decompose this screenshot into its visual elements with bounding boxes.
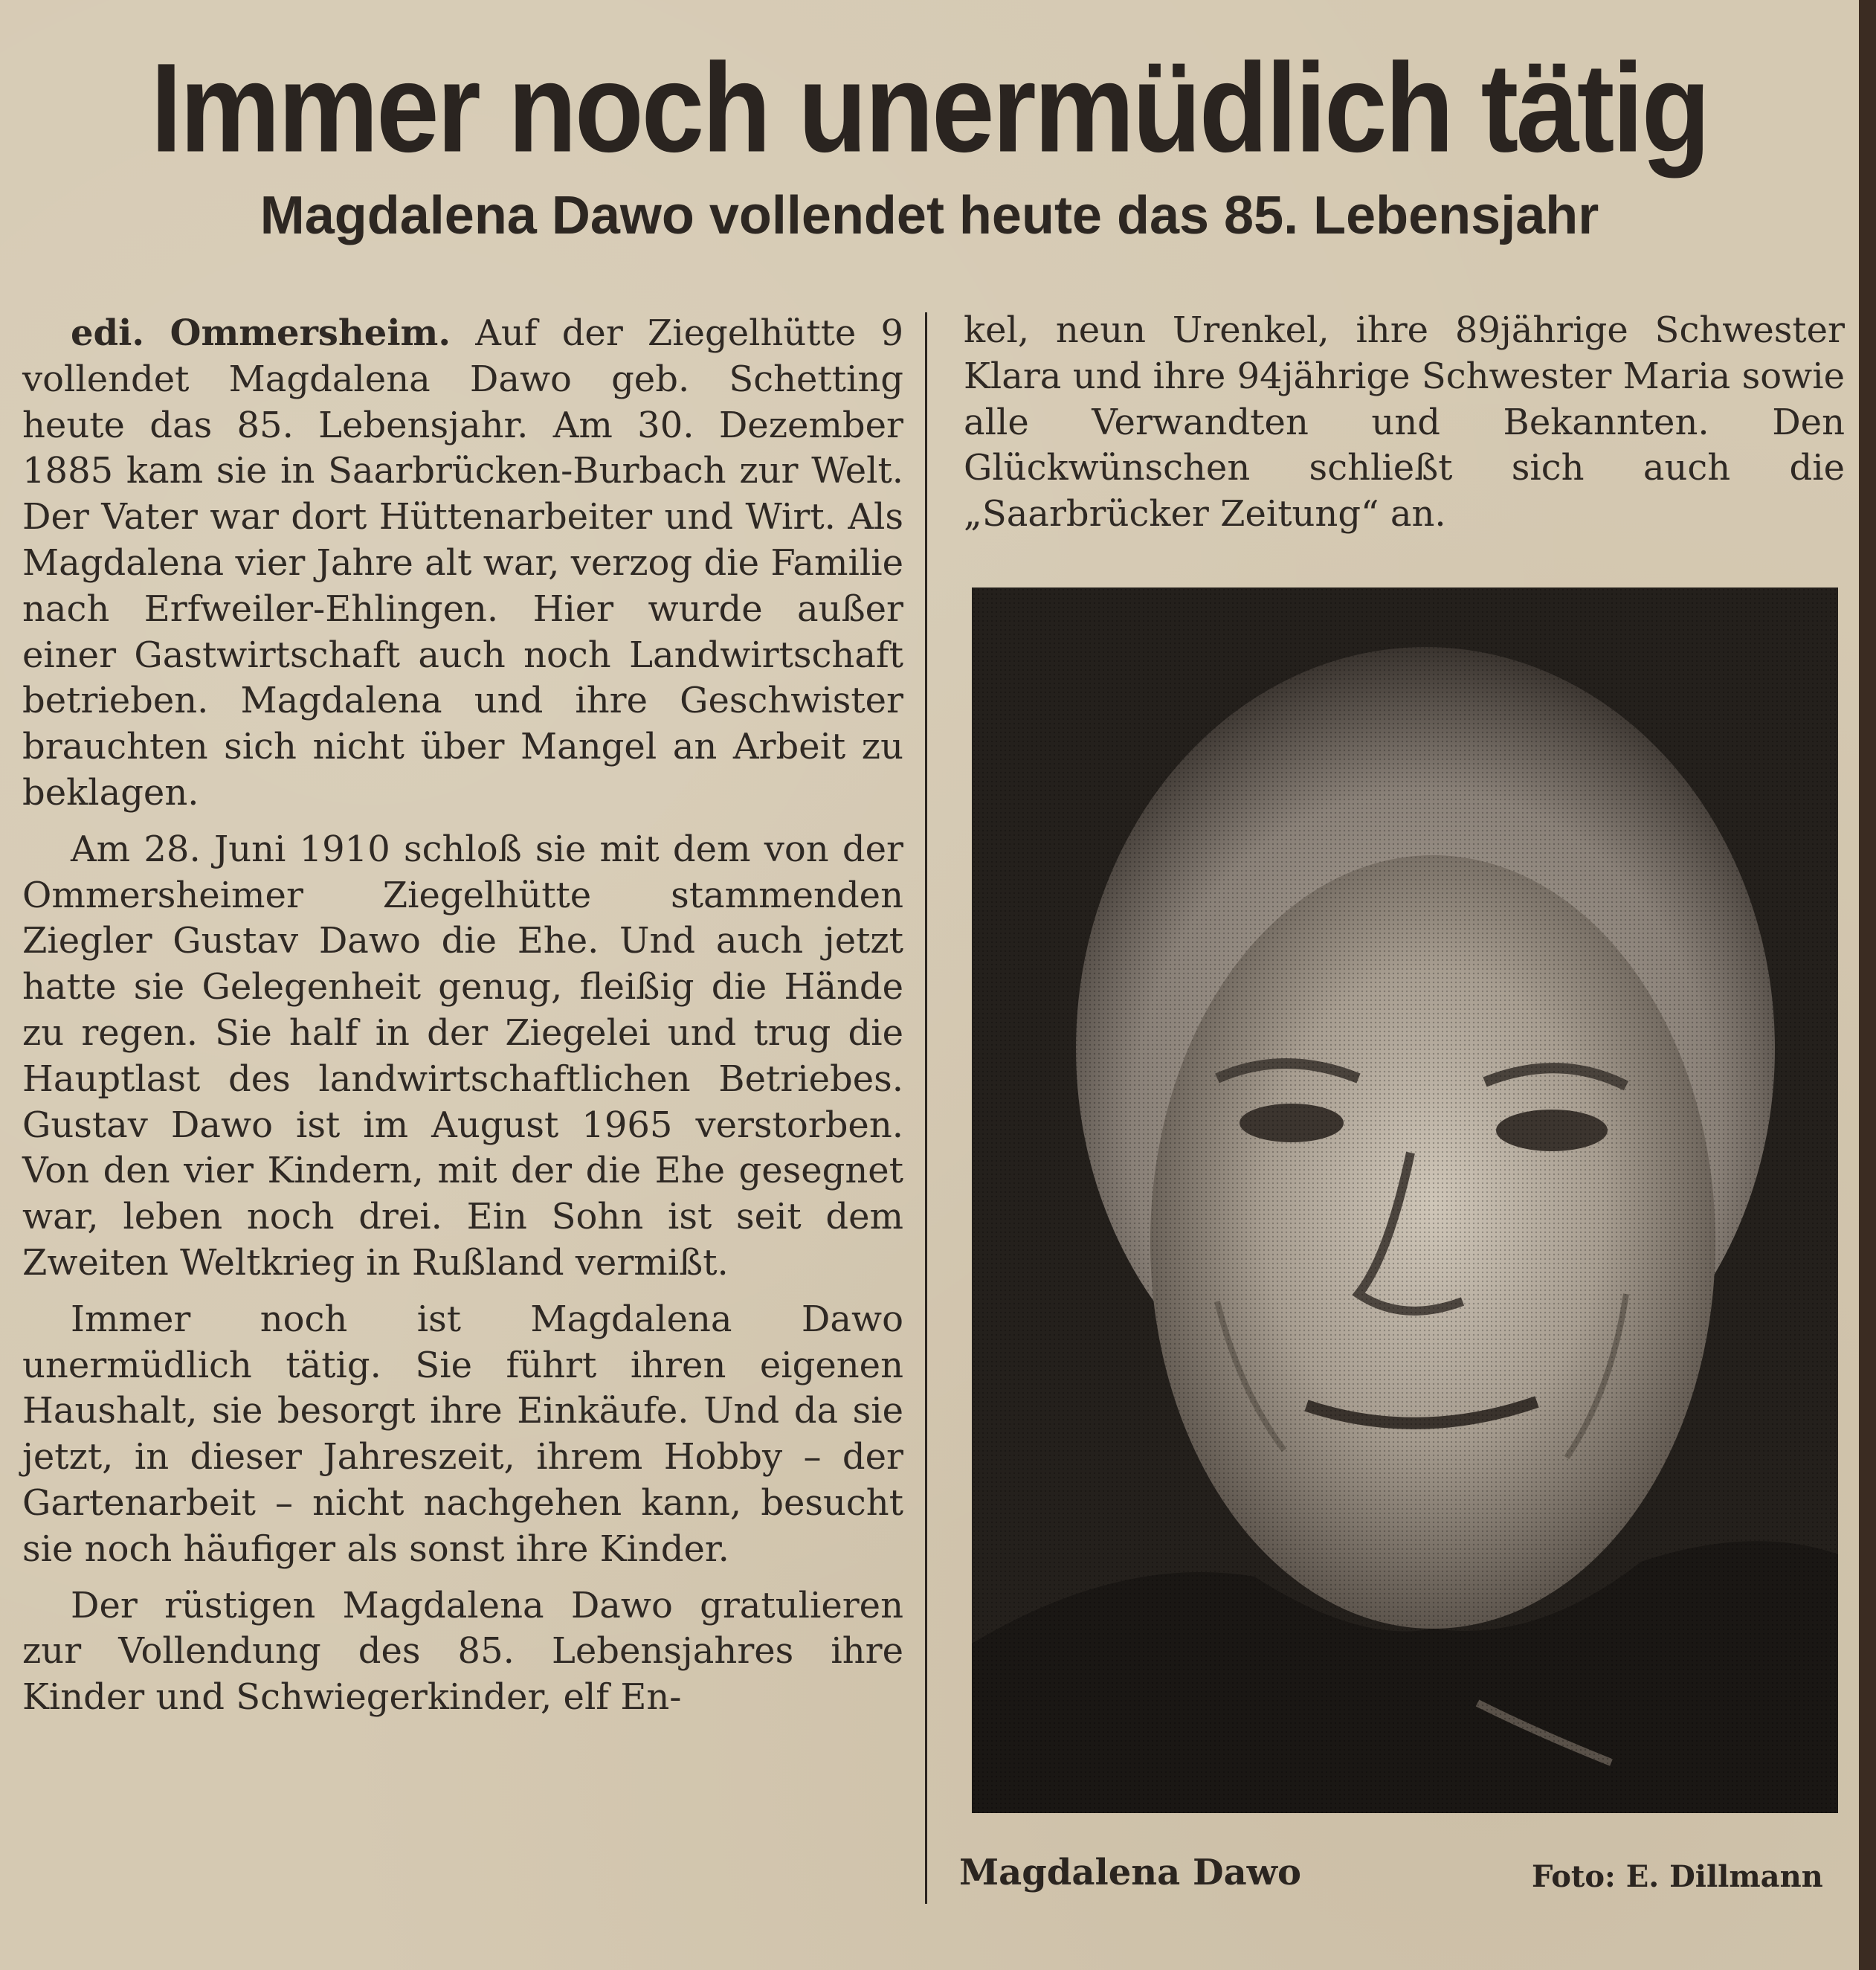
halftone-overlay xyxy=(972,588,1838,1813)
scan-edge xyxy=(1859,0,1876,1970)
headline: Immer noch unermüdlich tätig xyxy=(150,37,1709,179)
article-continuation: kel, neun Urenkel, ihre 89jährige Schwester Klara und ihre 94jährige Schwester Maria sowie alle Verwandten und Bekannten. Den Glückwünschen schließt sich auch die „Saarbrücker Zeitung“ an. xyxy=(964,309,1845,535)
photo-caption: Magdalena Dawo xyxy=(959,1852,1302,1893)
article-column-right xyxy=(964,308,1845,538)
article-paragraph-2: Am 28. Juni 1910 schloß sie mit dem von der Ommersheimer Ziegelhütte stammenden Ziegler Gustav Dawo die Ehe. Und auch jetzt hatte sie Gelegenheit genug, fleißig die Hände zu regen. Sie half in der Ziegelei und trug die Hauptlast des landwirtschaftlichen Betriebes. Gustav Dawo ist im August 1965 verstorben. Von den vier Kindern, mit der die Ehe gesegnet war, leben noch drei. Ein Sohn ist seit dem Zweiten Weltkrieg in Rußland vermißt. xyxy=(22,828,903,1284)
dateline: edi. Ommersheim. xyxy=(71,312,451,354)
portrait-photo xyxy=(972,588,1838,1813)
paragraph-text: Auf der Ziegelhütte 9 vollendet Magdalena Dawo geb. Schetting heute das 85. Lebensjahr. Am 30. Dezember 1885 kam sie in Saarbrücken-Burbach zur Welt. Der Vater war dort Hüttenarbeiter und Wirt. Als Magdalena vier Jahre alt war, verzog die Familie nach Erfweiler-Ehlingen. Hier wurde außer einer Gastwirtschaft auch noch Landwirtschaft betrieben. Magdalena und ihre Geschwister brauchten sich nicht über Mangel an Arbeit zu beklagen. xyxy=(22,312,904,814)
photo-credit: Foto: E. Dillmann xyxy=(1532,1859,1823,1894)
subheadline: Magdalena Dawo vollendet heute das 85. Lebensjahr xyxy=(260,186,1599,245)
column-divider xyxy=(925,312,927,1904)
article-paragraph-3: Immer noch ist Magdalena Dawo unermüdlich tätig. Sie führt ihren eigenen Haushalt, sie besorgt ihre Einkäufe. Und da sie jetzt, in dieser Jahreszeit, ihrem Hobby – der Gartenarbeit – nicht nachgehen kann, besucht sie noch häufiger als sonst ihre Kinder. xyxy=(22,1298,903,1570)
portrait-illustration xyxy=(972,588,1838,1813)
article-paragraph-1 xyxy=(22,311,903,817)
article-column-left xyxy=(22,311,903,1721)
article-paragraph-4: Der rüstigen Magdalena Dawo gratulieren zur Vollendung des 85. Lebensjahres ihre Kinder und Schwiegerkinder, elf En- xyxy=(22,1584,903,1719)
